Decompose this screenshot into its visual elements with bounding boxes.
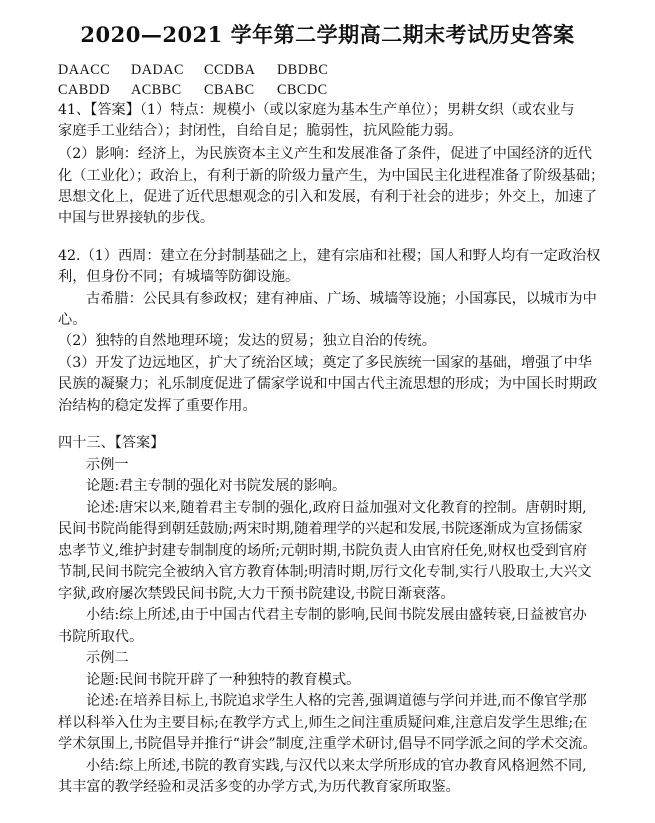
paragraph-line: 心。 xyxy=(58,312,87,328)
paragraph-line: 治结构的稳定发挥了重要作用。 xyxy=(58,398,257,414)
section-heading: 四十三、【答案】 xyxy=(58,435,165,451)
paragraph-line: 小结:综上所述,由于中国古代君主专制的影响,民间书院发展由盛转衰,日益被官办 xyxy=(86,607,587,623)
paragraph-line: 41、【答案】（1）特点：规模小（或以家庭为基本生产单位）；男耕女织（或农业与 xyxy=(58,102,575,118)
paragraph-line: 家庭手工业结合）；封闭性，自给自足；脆弱性，抗风险能力弱。 xyxy=(58,123,463,139)
paragraph-line: 论题:君主专制的强化对书院发展的影响。 xyxy=(86,478,347,494)
choice-group: DADAC xyxy=(131,62,184,78)
choice-group: CCDBA xyxy=(204,62,256,78)
choice-group: CBCDC xyxy=(277,82,328,98)
paragraph-line: 节制,民间书院完全被纳入官方教育体制;明清时期,厉行文化专制,实行八股取士,大兴文 xyxy=(58,564,592,580)
paragraph-line: （2）独特的自然地理环境；发达的贸易；独立自治的传统。 xyxy=(58,333,436,349)
choice-group: CBABC xyxy=(204,82,255,98)
paragraph-line: 样以科举入仕为主要目标;在教学方式上,师生之间注重质疑问难,注意启发学生思维;在 xyxy=(58,715,588,731)
paragraph-line: 字狱,政府屡次禁毁民间书院,大力干预书院建设,书院日渐衰落。 xyxy=(58,586,455,602)
example-label: 示例一 xyxy=(86,457,129,473)
paragraph-line: 忠孝节义,维护封建专制制度的场所;元朝时期,书院负责人由官府任免,财权也受到官府 xyxy=(58,543,588,559)
paragraph-line: （2）影响：经济上，为民族资本主义产生和发展准备了条件，促进了中国经济的近代 xyxy=(58,146,592,162)
paragraph-line: 化（工业化）；政治上，有利于新的阶级力量产生，为中国民主化进程准备了阶级基础； xyxy=(58,168,605,184)
paragraph-line: 利，但身份不同；有城墙等防御设施。 xyxy=(58,269,300,285)
choice-group: ACBBC xyxy=(131,82,182,98)
paragraph-line: 其丰富的教学经验和灵活多变的办学方式,为历代教育家所取鉴。 xyxy=(58,779,460,795)
paragraph-line: 42.（1）西周：建立在分封制基础之上，建有宗庙和社稷；国人和野人均有一定政治权 xyxy=(58,248,601,264)
paragraph-line: 论述:在培养目标上,书院追求学生人格的完善,强调道德与学问并进,而不像官学那 xyxy=(86,693,587,709)
paragraph-line: 论述:唐宋以来,随着君主专制的强化,政府日益加强对文化教育的控制。唐朝时期, xyxy=(86,500,587,516)
paragraph-line: 思想文化上，促进了近代思想观念的引入和发展，有利于社会的进步；外交上，加速了 xyxy=(58,189,598,205)
paragraph-line: 民间书院尚能得到朝廷鼓励;两宋时期,随着理学的兴起和发展,书院逐渐成为宣扬儒家 xyxy=(58,521,583,537)
paragraph-line: 学术氛围上,书院倡导并推行“讲会”制度,注重学术研讨,倡导不同学派之间的学术交流。 xyxy=(58,736,597,752)
paragraph-line: 论题:民间书院开辟了一种独特的教育模式。 xyxy=(86,672,361,688)
choice-group: DAACC xyxy=(58,62,111,78)
example-label: 示例二 xyxy=(86,650,129,666)
page-title: 2020—2021 学年第二学期高二期末考试历史答案 xyxy=(80,22,575,47)
paragraph-line: （3）开发了边远地区，扩大了统治区域；奠定了多民族统一国家的基础，增强了中华 xyxy=(58,355,592,371)
paragraph-line: 古希腊：公民具有参政权；建有神庙、广场、城墙等设施；小国寡民，以城市为中 xyxy=(86,291,597,307)
paragraph-line: 书院所取代。 xyxy=(58,629,144,645)
paragraph-line: 小结:综上所述,书院的教育实践,与汉代以来太学所形成的官办教育风格迥然不同, xyxy=(86,758,587,774)
paragraph-line: 中国与世界接轨的步伐。 xyxy=(58,210,215,226)
choice-group: CABDD xyxy=(58,82,111,98)
paragraph-line: 民族的凝聚力；礼乐制度促进了儒家学说和中国古代主流思想的形成；为中国长时期政 xyxy=(58,376,598,392)
choice-group: DBDBC xyxy=(277,62,329,78)
